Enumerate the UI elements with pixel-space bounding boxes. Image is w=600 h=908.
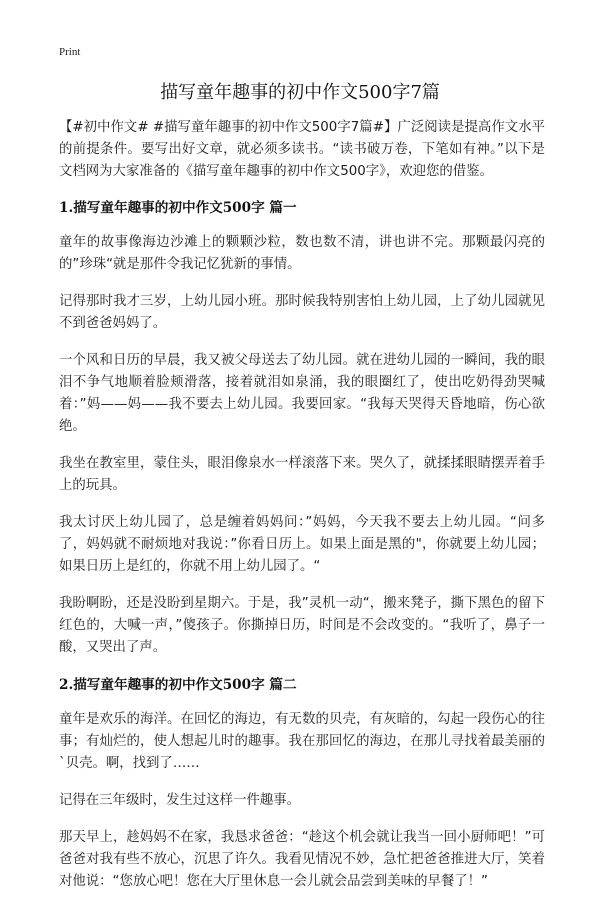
paragraph: 我坐在教室里，蒙住头，眼泪像泉水一样滚落下来。哭久了，就揉揉眼睛摆弄着手上的玩具。	[59, 456, 545, 493]
paragraph: 我盼啊盼，还是没盼到星期六。于是，我”灵机一动“，搬来凳子，撕下黑色的留下红色的，大喊一声，”傻孩子。你撕掉日历，时间是不会改变的。“我听了，鼻子一酸，又哭出了声。	[59, 596, 545, 655]
paragraph: 一个风和日历的早晨，我又被父母送去了幼儿园。就在进幼儿园的一瞬间，我的眼泪不争气地顺着脸颊滑落，接着就泪如泉涌，我的眼圈红了，使出吃奶得劲哭喊着：”妈——妈——我不要去上幼儿园。我要回家。“我每天哭得天昏地暗，伤心欲绝。	[59, 353, 545, 434]
paragraph: 童年的故事像海边沙滩上的颗颗沙粒，数也数不清，讲也讲不完。那颗最闪亮的的”珍珠“就是那件令我记忆犹新的事情。	[59, 235, 545, 272]
paragraph: 记得那时我才三岁，上幼儿园小班。那时候我特别害怕上幼儿园，上了幼儿园就见不到爸爸妈妈了。	[59, 294, 545, 331]
paragraph: 那天早上，趁妈妈不在家，我恳求爸爸：“趁这个机会就让我当一回小厨师吧！”可爸爸对我有些不放心，沉思了许久。我看见情况不妙，急忙把爸爸推进大厅，笑着对他说：“您放心吧！您在大厅里休息一会儿就会品尝到美味的早餐了！”	[59, 830, 545, 889]
section-heading: 1.描写童年趣事的初中作文500字 篇一	[59, 200, 297, 216]
page-title: 描写童年趣事的初中作文500字7篇	[160, 82, 440, 103]
section-heading: 2.描写童年趣事的初中作文500字 篇二	[59, 677, 297, 693]
print-label: Print	[59, 46, 81, 58]
paragraph: 童年是欢乐的海洋。在回忆的海边，有无数的贝壳，有灰暗的，勾起一段伤心的往事；有灿烂的，使人想起儿时的趣事。我在那回忆的海边，在那儿寻找着最美丽的`贝壳。啊，找到了……	[59, 712, 545, 771]
paragraph: 我太讨厌上幼儿园了，总是缠着妈妈问：”妈妈，今天我不要去上幼儿园。“问多了，妈妈就不耐烦地对我说：”你看日历上。如果上面是黑的"，你就要上幼儿园；如果日历上是红的，你就不用上幼儿园了。“	[59, 515, 545, 574]
paragraph: 记得在三年级时，发生过这样一件趣事。	[59, 793, 301, 808]
article-body	[59, 117, 545, 908]
intro-paragraph: 【#初中作文# #描写童年趣事的初中作文500字7篇#】广泛阅读是提高作文水平的前提条件。要写出好文章，就必须多读书。“读书破万卷，下笔如有神。”以下是文档网为大家准备的《描写童年趣事的初中作文500字》，欢迎您的借鉴。	[59, 120, 545, 179]
